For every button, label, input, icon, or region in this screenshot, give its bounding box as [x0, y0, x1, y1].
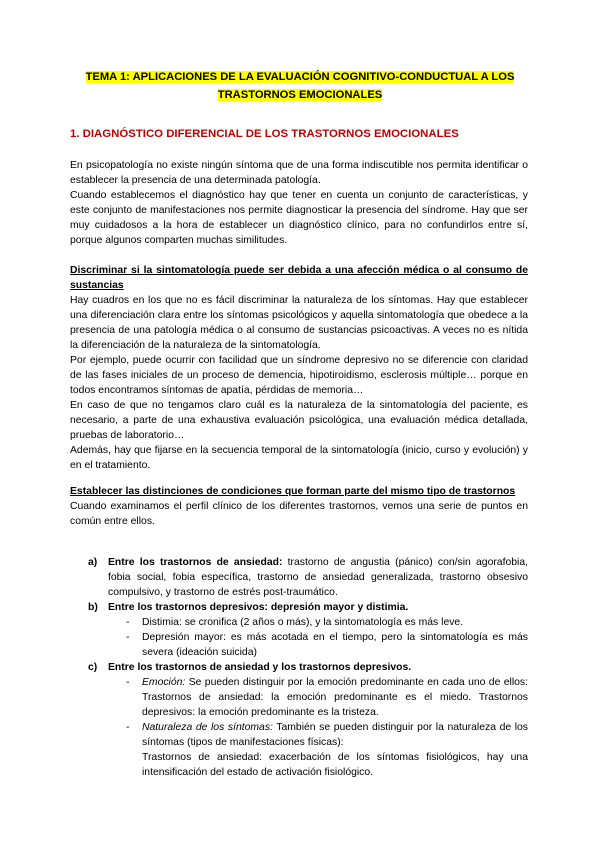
title-line-2: TRASTORNOS EMOCIONALES	[217, 89, 383, 101]
intro-block	[70, 158, 528, 248]
sub-item-continuation: Trastornos de ansiedad: exacerbación de los síntomas fisiológicos, hay una intensificación del estado de activación fisiológico.	[142, 752, 528, 778]
intro-paragraph-2: Cuando establecemos el diagnóstico hay que tener en cuenta un conjunto de características, y este conjunto de manifestaciones nos permite diagnosticar la presencia del síndrome. Hay que ser muy cuidadosos a la hora de establecer un diagnóstico clínico, para no confundirlos entre sí, porque algunos comparten muchas similitudes.	[70, 190, 528, 246]
sub-item-text: Distimia: se cronifica (2 años o más), y la sintomatología es más leve.	[142, 617, 464, 628]
sub-item-emocion	[70, 675, 528, 720]
medical-paragraph-3: En caso de que no tengamos claro cuál es la naturaleza de la sintomatología del paciente, es necesario, a parte de una exhaustiva evaluación psicológica, una evaluación médica detallada, pruebas de laboratorio…	[70, 400, 528, 441]
medical-paragraph-2: Por ejemplo, puede ocurrir con facilidad que un síndrome depresivo no se diferencie con claridad de las fases iniciales de un proceso de demencia, hipotiroidismo, esclerosis múltiple… porque en todos encontramos síntomas de apatía, pérdidas de memoria…	[70, 355, 528, 396]
list-item-heading: Entre los trastornos depresivos: depresión mayor y distimia.	[108, 602, 409, 613]
sub-item-text: Depresión mayor: es más acotada en el tiempo, pero la sintomatología es más severa (ideación suicida)	[142, 632, 528, 658]
medical-paragraph-4: Además, hay que fijarse en la secuencia temporal de la sintomatología (inicio, curso y evolución) y en el tratamiento.	[70, 445, 528, 471]
intro-paragraph-1: En psicopatología no existe ningún síntoma que de una forma indiscutible nos permita identificar o establecer la presencia de una determinada patología.	[70, 160, 528, 186]
list-item-heading: Entre los trastornos de ansiedad y los trastornos depresivos.	[108, 662, 412, 673]
dash-marker: -	[126, 722, 130, 733]
list-item-c	[70, 660, 528, 675]
dash-marker: -	[126, 632, 130, 643]
subsection-heading-distinctions: Establecer las distinciones de condiciones que forman parte del mismo tipo de trastornos	[70, 486, 516, 497]
section-heading: 1. DIAGNÓSTICO DIFERENCIAL DE LOS TRASTORNOS EMOCIONALES	[70, 128, 459, 140]
list-item-a	[70, 555, 528, 600]
title-line-1: TEMA 1: APLICACIONES DE LA EVALUACIÓN COGNITIVO-CONDUCTUAL A LOS	[85, 71, 515, 83]
sub-item-label: Naturaleza de los síntomas:	[142, 722, 273, 733]
sub-item-naturaleza	[70, 720, 528, 780]
sub-item-label: Emoción:	[142, 677, 186, 688]
medical-paragraph-1: Hay cuadros en los que no es fácil discriminar la naturaleza de los síntomas. Hay que establecer una diferenciación clara entre los síntomas psicológicos y aquella sintomatología que obedece a la presencia de una patología médica o al consumo de sustancias psicoactivas. A veces no es nítida la diferenciación de la naturaleza de la sintomatología.	[70, 295, 528, 351]
list-item-text: trastorno de angustia (pánico) con/sin agorafobia, fobia social, fobia específica, trastorno de ansiedad generalizada, trastorno obsesivo compulsivo, y trastorno de estrés post-traumático.	[108, 557, 529, 598]
dash-marker: -	[126, 617, 130, 628]
sub-item-text: También se pueden distinguir por la naturaleza de los síntomas (tipos de manifestaciones físicas):	[142, 722, 528, 748]
list-marker: b)	[88, 602, 98, 613]
distinctions-paragraph: Cuando examinamos el perfil clínico de los diferentes trastornos, vemos una serie de puntos en común entre ellos.	[70, 501, 528, 527]
list-item-b	[70, 600, 528, 615]
distinctions-list	[70, 555, 528, 780]
document-title	[70, 68, 530, 104]
subsection-heading-medical: Discriminar si la sintomatología puede ser debida a una afección médica o al consumo de sustancias	[70, 265, 528, 291]
subsection-distinctions	[70, 484, 528, 529]
sub-item-depresion-mayor	[70, 630, 528, 660]
list-marker: a)	[88, 557, 98, 568]
subsection-medical	[70, 263, 528, 473]
sub-item-text: Se pueden distinguir por la emoción predominante en cada uno de ellos: Trastornos de ansiedad: la emoción predominante es el miedo. Trastornos depresivos: la emoción predominante es la tristeza.	[142, 677, 528, 718]
list-item-heading: Entre los trastornos de ansiedad:	[108, 557, 283, 568]
list-marker: c)	[88, 662, 98, 673]
sub-item-distimia	[70, 615, 528, 630]
dash-marker: -	[126, 677, 130, 688]
